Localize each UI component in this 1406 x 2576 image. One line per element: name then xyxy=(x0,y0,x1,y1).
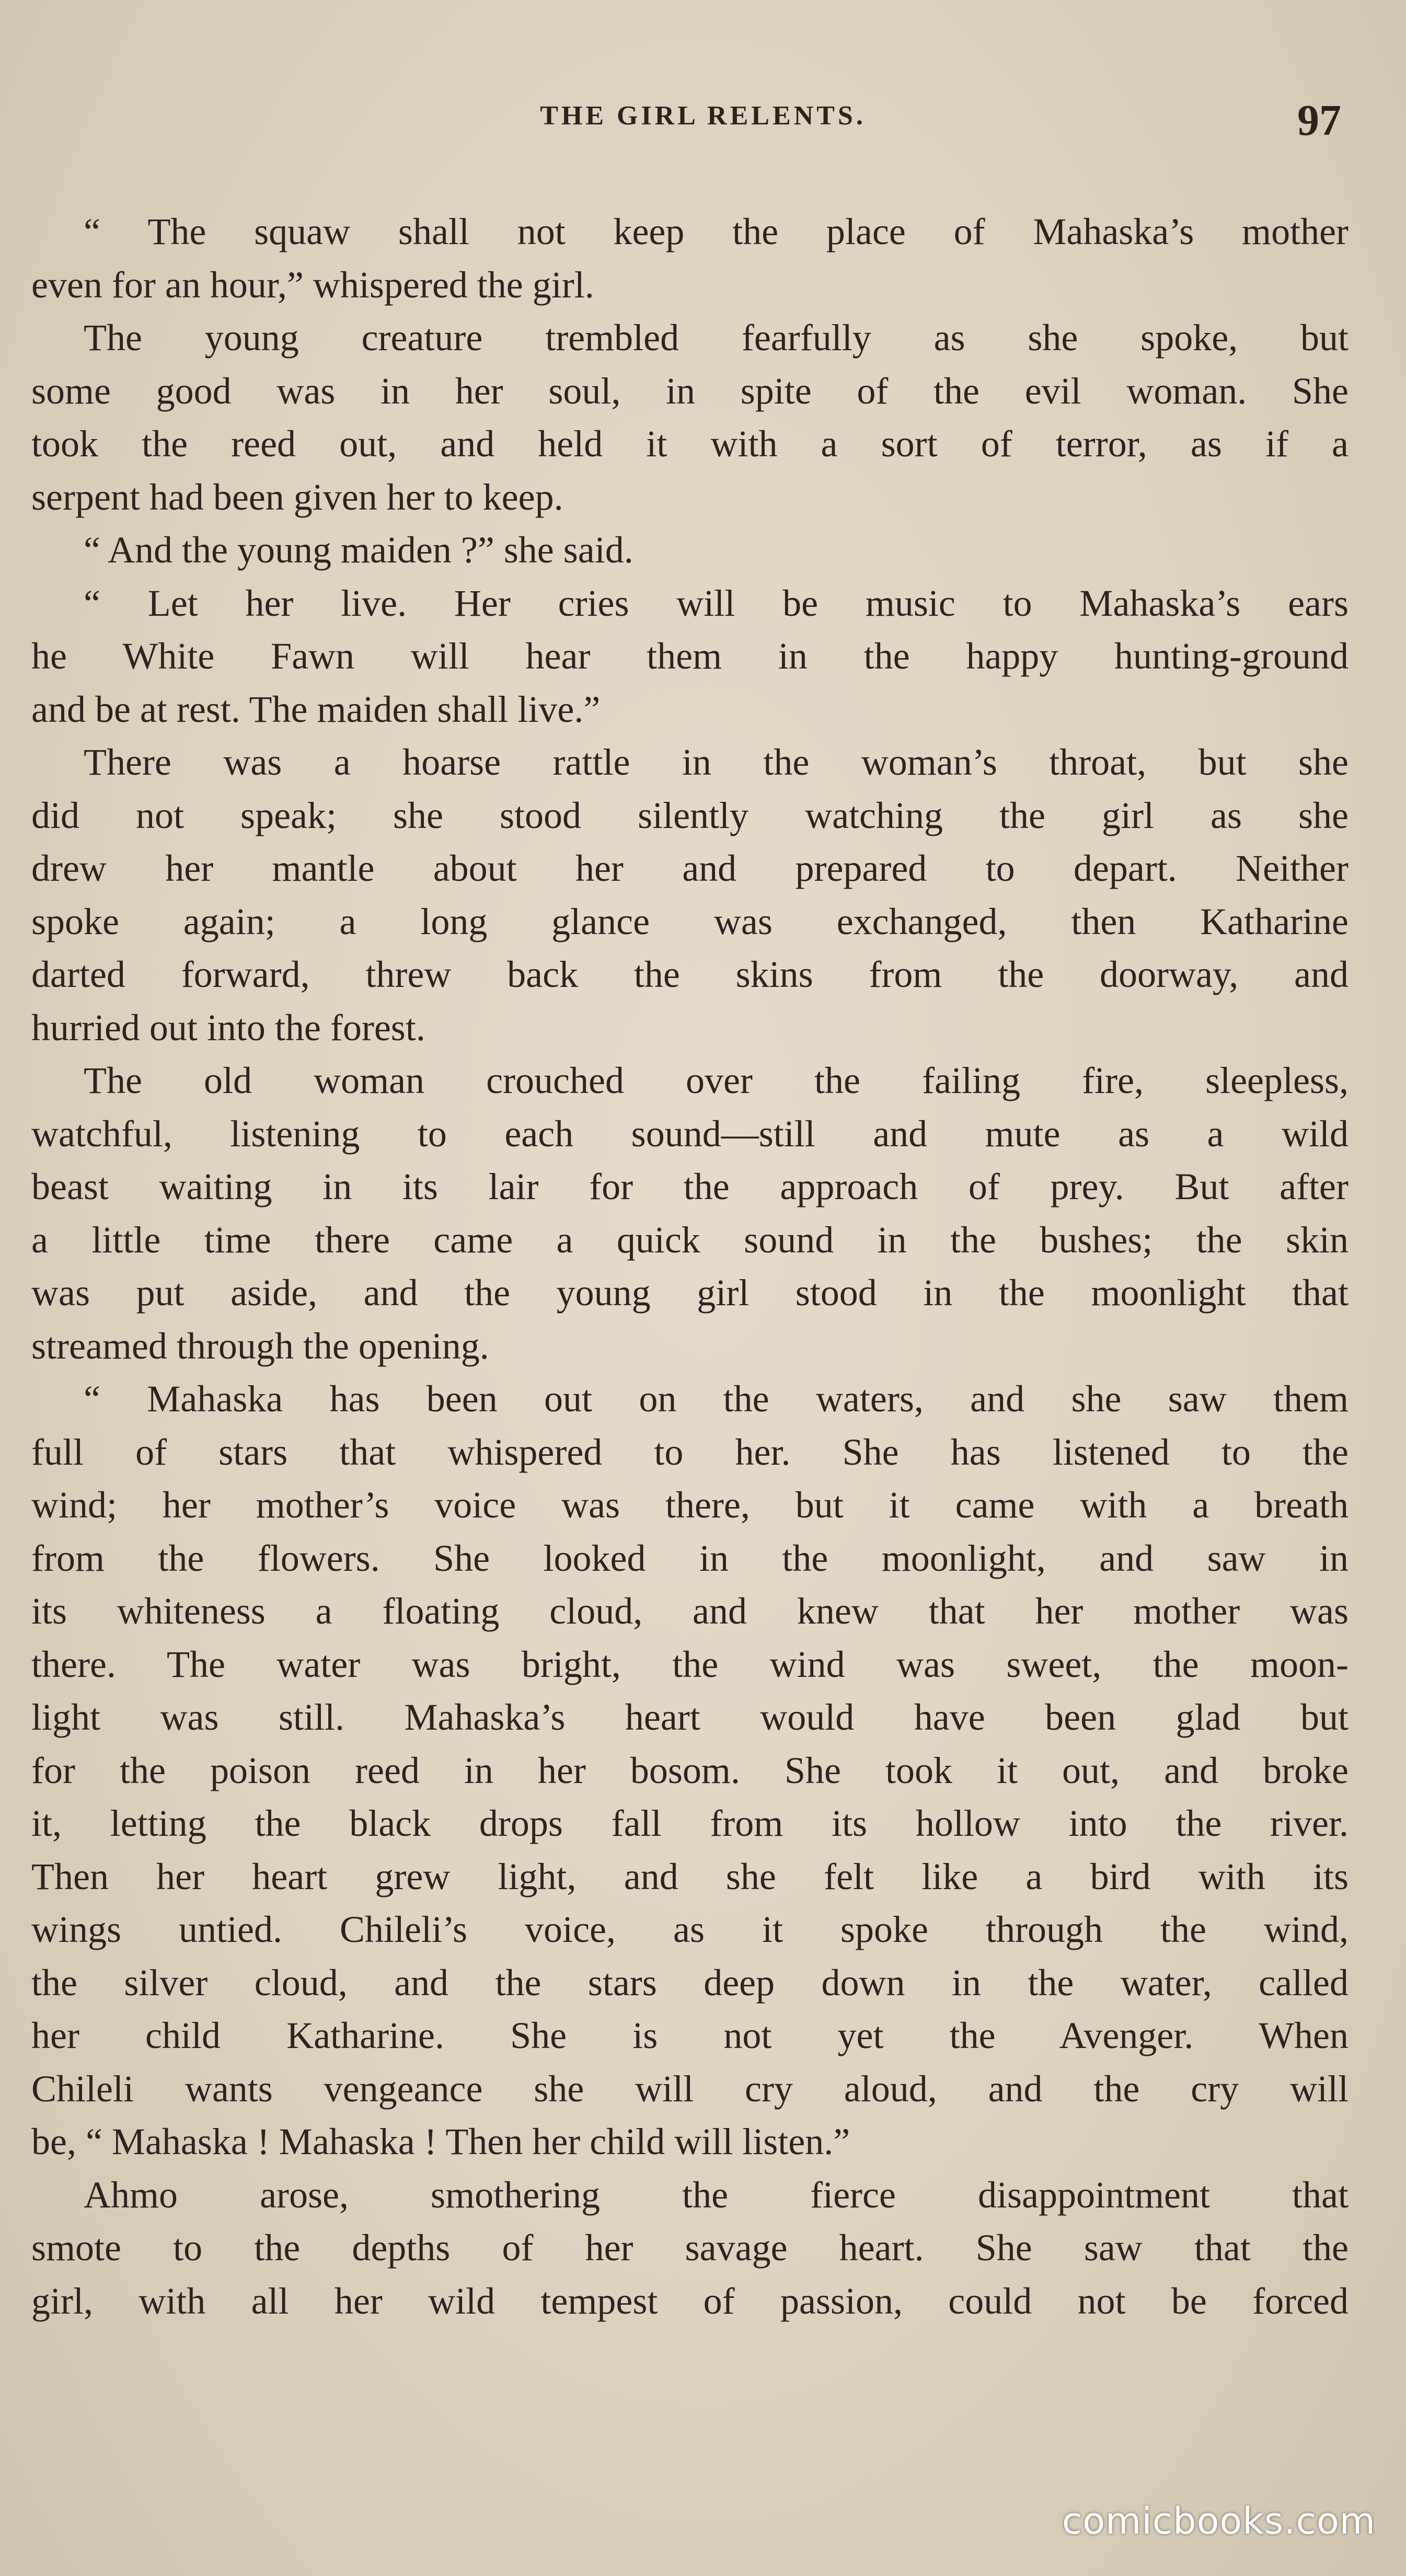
running-head: THE GIRL RELENTS. xyxy=(540,101,866,131)
watermark: comicbooks.com xyxy=(1062,2500,1376,2543)
text-line: be, “ Mahaska ! Mahaska ! Then her child will listen.” xyxy=(31,2121,850,2163)
text-line: took the reed out, and held it with a sort of terror, as if a xyxy=(31,423,1349,465)
text-line: “ Let her live. Her cries will be music to Mahaska’s ears xyxy=(84,582,1349,624)
page-header xyxy=(0,95,1406,147)
text-line: full of stars that whispered to her. She has listened to the xyxy=(31,1431,1349,1473)
text-line: girl, with all her wild tempest of passion, could not be forced xyxy=(31,2280,1349,2322)
text-line: beast waiting in its lair for the approach of prey. But after xyxy=(31,1166,1349,1208)
text-line: streamed through the opening. xyxy=(31,1325,489,1367)
text-line: its whiteness a floating cloud, and knew that her mother was xyxy=(31,1590,1349,1632)
text-line: The old woman crouched over the failing fire, sleepless, xyxy=(84,1060,1349,1101)
text-line: Then her heart grew light, and she felt like a bird with its xyxy=(31,1855,1349,1898)
text-line: “ Mahaska has been out on the waters, and she saw them xyxy=(84,1378,1349,1420)
text-line: from the flowers. She looked in the moonlight, and saw in xyxy=(31,1537,1349,1579)
text-line: the silver cloud, and the stars deep down in the water, called xyxy=(31,1961,1349,2004)
text-line: it, letting the black drops fall from its hollow into the river. xyxy=(31,1802,1349,1844)
text-line: some good was in her soul, in spite of the evil woman. She xyxy=(31,370,1349,412)
text-line: a little time there came a quick sound in the bushes; the skin xyxy=(31,1218,1349,1261)
text-line: Chileli wants vengeance she will cry aloud, and the cry will xyxy=(31,2067,1349,2110)
text-line: “ And the young maiden ?” she said. xyxy=(84,529,633,571)
text-line: The young creature trembled fearfully as she spoke, but xyxy=(84,317,1349,359)
text-line: drew her mantle about her and prepared to depart. Neither xyxy=(31,847,1349,889)
text-line: there. The water was bright, the wind was sweet, the moon- xyxy=(31,1643,1349,1685)
text-line: light was still. Mahaska’s heart would have been glad but xyxy=(31,1696,1349,1738)
text-line: he White Fawn will hear them in the happy hunting-ground xyxy=(31,635,1349,677)
text-line: serpent had been given her to keep. xyxy=(31,476,563,518)
text-line: wind; her mother’s voice was there, but it came with a breath xyxy=(31,1484,1349,1526)
text-line: hurried out into the forest. xyxy=(31,1006,425,1049)
page-number: 97 xyxy=(1297,96,1341,145)
text-line: “ The squaw shall not keep the place of Mahaska’s mother xyxy=(84,211,1349,252)
text-line: even for an hour,” whispered the girl. xyxy=(31,263,594,306)
text-line: watchful, listening to each sound—still and mute as a wild xyxy=(31,1112,1349,1155)
text-line: her child Katharine. She is not yet the Avenger. When xyxy=(31,2015,1349,2056)
text-line: darted forward, threw back the skins from the doorway, and xyxy=(31,953,1349,995)
text-line: for the poison reed in her bosom. She took it out, and broke xyxy=(31,1749,1349,1791)
text-line: did not speak; she stood silently watching the girl as she xyxy=(31,794,1349,836)
body-text xyxy=(31,205,1349,2328)
text-line: spoke again; a long glance was exchanged, then Katharine xyxy=(31,900,1349,942)
text-line: and be at rest. The maiden shall live.” xyxy=(31,688,601,730)
text-line: smote to the depths of her savage heart. She saw that the xyxy=(31,2227,1349,2269)
text-line: wings untied. Chileli’s voice, as it spoke through the wind, xyxy=(31,1908,1349,1950)
text-line: Ahmo arose, smothering the fierce disappointment that xyxy=(84,2174,1349,2216)
text-line: There was a hoarse rattle in the woman’s throat, but she xyxy=(84,741,1349,783)
text-line: was put aside, and the young girl stood in the moonlight that xyxy=(31,1272,1349,1314)
